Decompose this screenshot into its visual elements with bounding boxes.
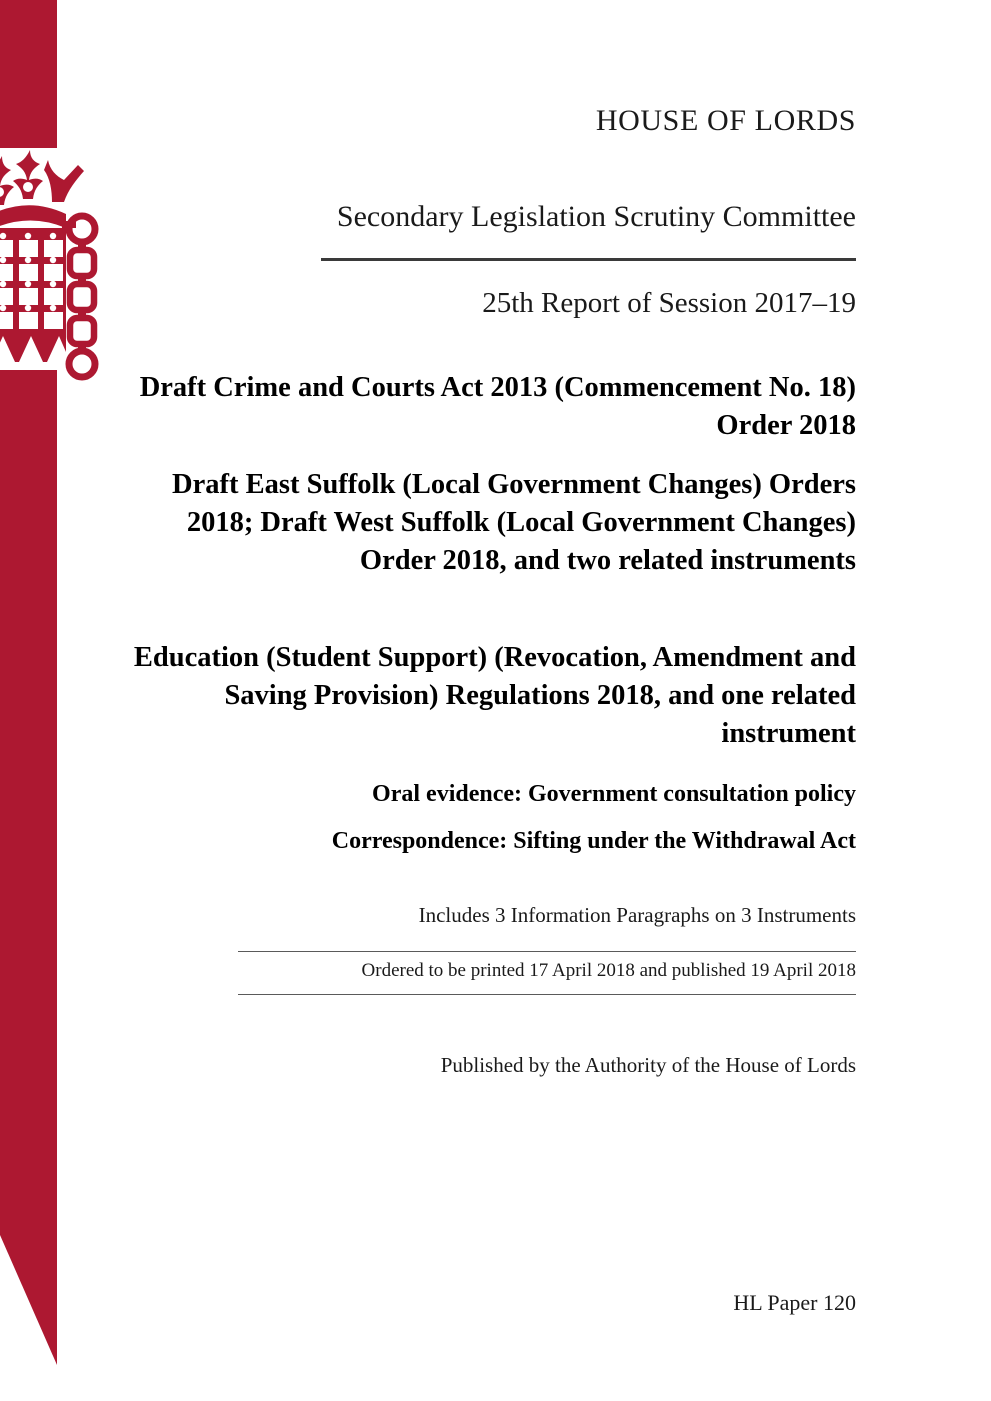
chain-link-2	[70, 284, 94, 310]
instrument-title-3: Education (Student Support) (Revocation, Amendment and Saving Provision) Regulations 2018, and one related instrument	[133, 642, 856, 749]
portcullis-icon	[0, 150, 95, 377]
instrument-title-5: Correspondence: Sifting under the Withdrawal Act	[331, 828, 856, 854]
house-of-lords-banner	[0, 0, 130, 1401]
ordered-rule-top	[238, 951, 856, 952]
publisher-line: Published by the Authority of the House of Lords	[440, 1053, 856, 1077]
banner-tapered-segment	[0, 370, 57, 1365]
crown-arm-right	[44, 160, 84, 202]
cover-text-column	[130, 0, 991, 1401]
chain-attach-bar	[62, 221, 76, 228]
banner-top-segment	[0, 0, 57, 148]
committee-divider-rule	[321, 258, 856, 261]
chain-ring-bottom	[69, 351, 95, 377]
report-session-line: 25th Report of Session 2017–19	[482, 287, 856, 319]
committee-name: Secondary Legislation Scrutiny Committee	[336, 200, 856, 233]
ordered-rule-bottom	[238, 994, 856, 995]
instrument-title-2: Draft East Suffolk (Local Government Changes) Orders 2018; Draft West Suffolk (Local Government Changes) Order 2018, and two related instruments	[172, 469, 856, 576]
chain-ring-top	[69, 216, 95, 242]
chain-link-3	[70, 318, 94, 344]
paper-number: HL Paper 120	[733, 1290, 856, 1315]
portcullis-chain	[62, 216, 95, 377]
ordered-printed-note: Ordered to be printed 17 April 2018 and published 19 April 2018	[361, 960, 856, 981]
instrument-title-4: Oral evidence: Government consultation policy	[372, 781, 856, 807]
instrument-title-1: Draft Crime and Courts Act 2013 (Commencement No. 18) Order 2018	[139, 372, 856, 441]
crown-fleur-left	[0, 156, 14, 205]
chain-link-1	[70, 250, 94, 276]
crown-fleur-center-eye	[23, 182, 33, 192]
information-paragraphs-note: Includes 3 Information Paragraphs on 3 Instruments	[418, 903, 856, 927]
institution-title: HOUSE OF LORDS	[595, 104, 856, 137]
crown-band	[0, 205, 66, 230]
